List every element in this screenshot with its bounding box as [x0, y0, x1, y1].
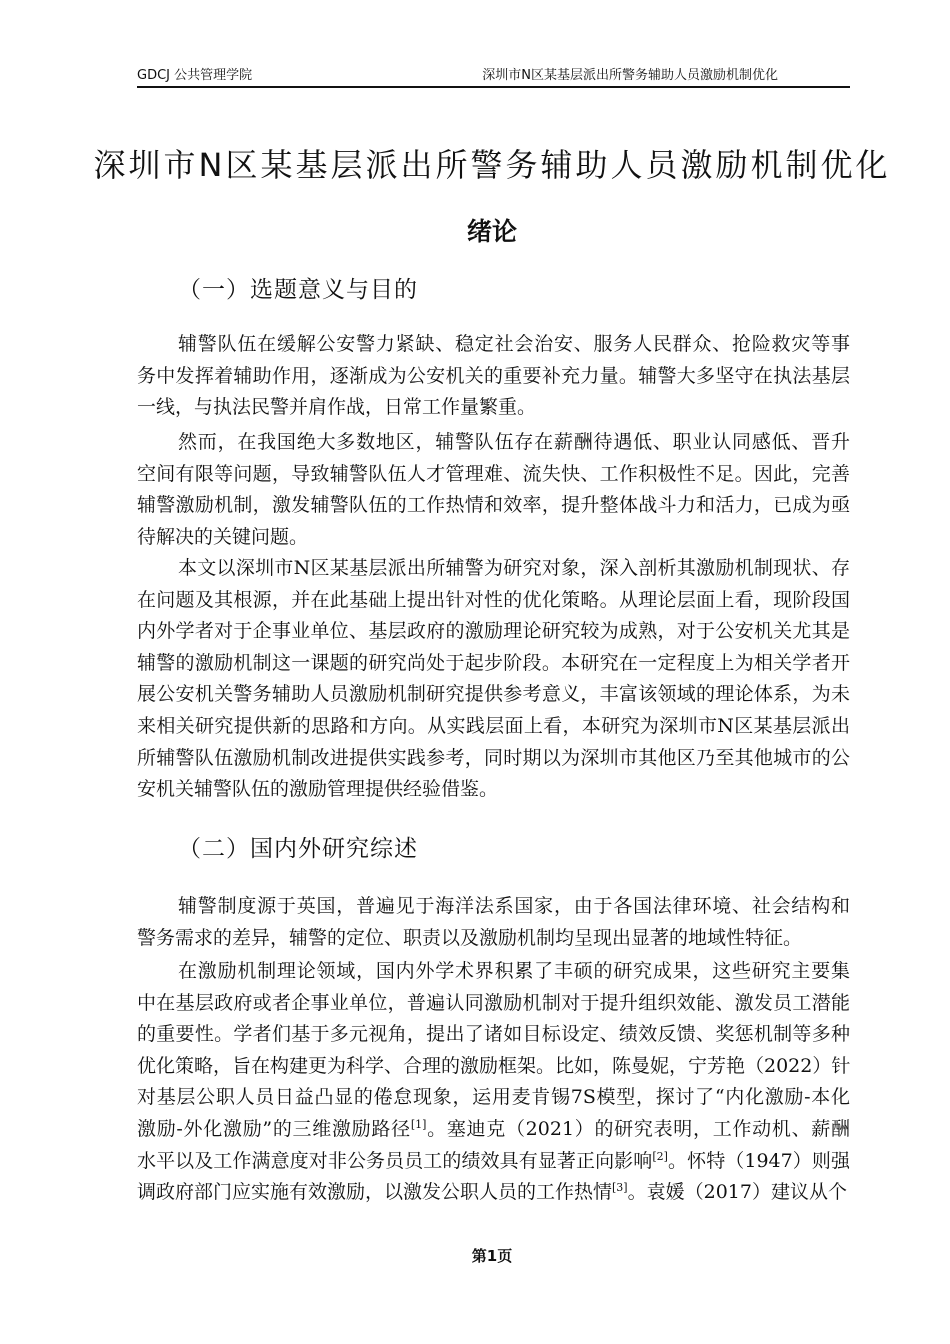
paragraph	[137, 329, 850, 424]
section-heading-2: （二）国内外研究综述	[178, 836, 418, 862]
text-line	[137, 1114, 850, 1146]
text-line	[137, 1177, 850, 1209]
text-line: 安机关辅警队伍的激励管理提供经验借鉴。	[137, 778, 499, 801]
text-line: 在问题及其根源，并在此基础上提出针对性的优化策略。从理论层面上看，现阶段国	[137, 588, 850, 611]
text-line: 中在基层政府或者企事业单位，普遍认同激励机制对于提升组织效能、激发员工潜能	[137, 991, 850, 1014]
text-line: 辅警队伍在缓解公安警力紧缺、稳定社会治安、服务人民群众、抢险救灾等事	[178, 333, 850, 355]
paragraph	[137, 956, 850, 1209]
text-line: 展公安机关警务辅助人员激励机制研究提供参考意义，丰富该领域的理论体系，为未	[137, 683, 850, 706]
page-number: 第1页	[471, 1247, 513, 1265]
text-line: 辅警制度源于英国，普遍见于海洋法系国家，由于各国法律环境、社会结构和	[178, 895, 850, 917]
text-line: 在激励机制理论领域，国内外学术界积累了丰硕的研究成果，这些研究主要集	[178, 960, 850, 982]
text-line: 一线，与执法民警并肩作战，日常工作量繁重。	[137, 396, 537, 419]
text-line: 辅警激励机制，激发辅警队伍的工作热情和效率，提升整体战斗力和活力，已成为亟	[137, 494, 850, 517]
text-line: 辅警的激励机制这一课题的研究尚处于起步阶段。本研究在一定程度上为相关学者开	[137, 651, 850, 674]
text-line: 本文以深圳市N区某基层派出所辅警为研究对象，深入剖析其激励机制现状、存	[178, 557, 850, 579]
citation-ref[interactable]: [2]	[652, 1149, 668, 1163]
paragraph	[137, 427, 850, 553]
text-line: 的重要性。学者们基于多元视角，提出了诸如目标设定、绩效反馈、奖惩机制等多种	[137, 1023, 850, 1046]
text-line: 然而，在我国绝大多数地区，辅警队伍存在薪酬待遇低、职业认同感低、晋升	[178, 431, 850, 453]
text-line: 内外学者对于企事业单位、基层政府的激励理论研究较为成熟，对于公安机关尤其是	[137, 620, 850, 643]
header-left: GDCJ 公共管理学院	[137, 68, 253, 83]
line-text: 。袁媛（2017）建议从个	[627, 1181, 847, 1204]
text-line: 对基层公职人员日益凸显的倦怠现象，运用麦肯锡7S模型，探讨了“内化激励-本化	[137, 1086, 850, 1109]
header-right: 深圳市N区某基层派出所警务辅助人员激励机制优化	[482, 68, 778, 83]
header-divider	[137, 86, 850, 88]
text-line	[137, 1146, 850, 1178]
text-line: 警务需求的差异，辅警的定位、职责以及激励机制均呈现出显著的地域性特征。	[137, 926, 803, 949]
paragraph	[137, 891, 850, 954]
citation-ref[interactable]: [3]	[612, 1181, 628, 1195]
line-text: 水平以及工作满意度对非公务员员工的绩效具有显著正向影响	[137, 1149, 653, 1172]
text-line: 来相关研究提供新的思路和方向。从实践层面上看，本研究为深圳市N区某基层派出	[137, 714, 850, 737]
text-line: 务中发挥着辅助作用，逐渐成为公安机关的重要补充力量。辅警大多坚守在执法基层	[137, 364, 850, 387]
document-title: 深圳市N区某基层派出所警务辅助人员激励机制优化	[93, 146, 891, 184]
line-text: 。怀特（1947）则强	[667, 1149, 850, 1172]
line-text: 调政府部门应实施有效激励，以激发公职人员的工作热情	[137, 1181, 613, 1204]
citation-ref[interactable]: [1]	[410, 1117, 427, 1131]
line-text: 激励-外化激励”的三维激励路径	[137, 1117, 411, 1140]
text-line: 所辅警队伍激励机制改进提供实践参考，同时期以为深圳市其他区乃至其他城市的公	[137, 746, 850, 769]
paragraph	[137, 553, 850, 806]
text-line: 空间有限等问题，导致辅警队伍人才管理难、流失快、工作积极性不足。因此，完善	[137, 462, 850, 485]
section-heading-1: （一）选题意义与目的	[178, 277, 418, 303]
line-text: 。塞迪克（2021）的研究表明，工作动机、薪酬	[426, 1117, 850, 1140]
chapter-heading: 绪论	[466, 217, 517, 246]
text-line: 待解决的关键问题。	[137, 525, 309, 548]
text-line: 优化策略，旨在构建更为科学、合理的激励框架。比如，陈曼妮，宁芳艳（2022）针	[137, 1054, 851, 1077]
